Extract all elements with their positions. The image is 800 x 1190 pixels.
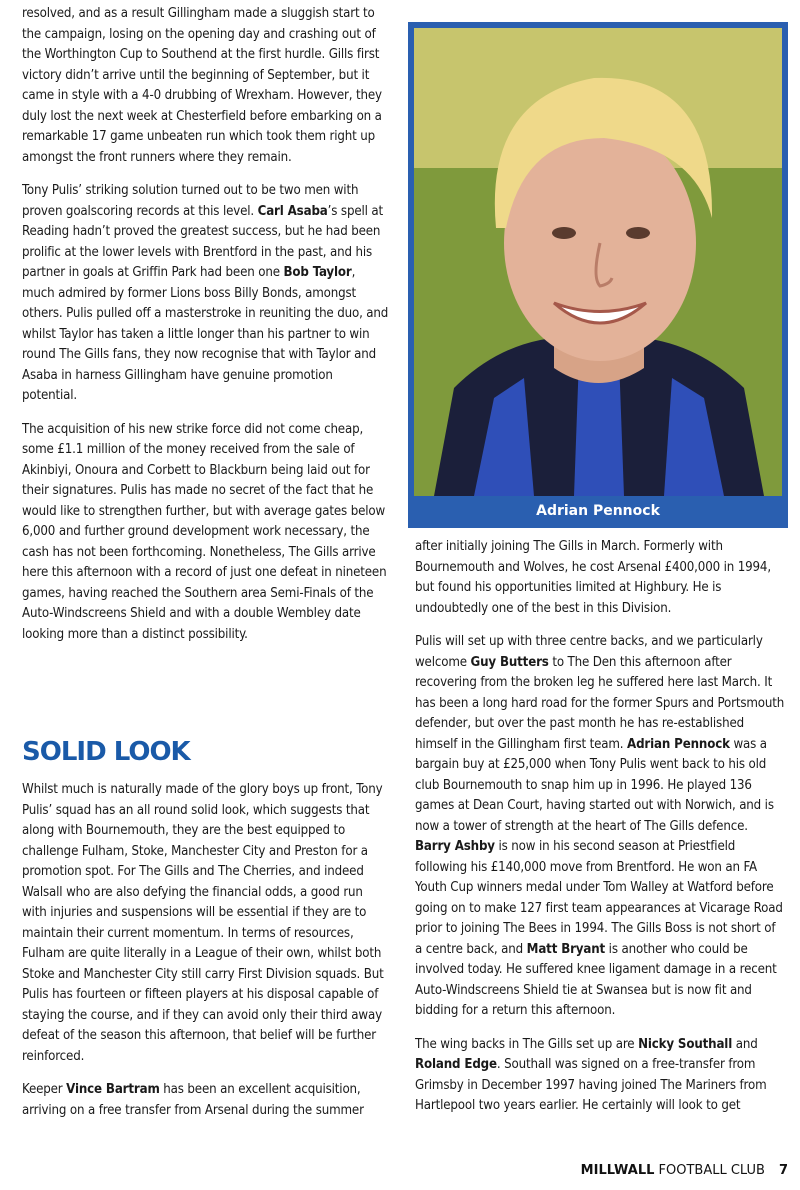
player-name: Guy Butters [470,654,549,670]
footer-club-rest: FOOTBALL CLUB [654,1163,765,1178]
photo-caption: Adrian Pennock [536,503,660,519]
paragraph [22,181,390,407]
text-run: is another who could be involved today. He suffered knee ligament damage in a recent Auto-Windscreens Shield tie at Swansea but is now fit and bidding for a return this afternoon. [415,941,777,1018]
text-run: The wing backs in The Gills set up are [415,1036,639,1052]
player-photo-frame [408,22,788,528]
text-run: resolved, and as a result Gillingham made a sluggish start to the campaign, losing on the opening day and crashing out of the Worthington Cup to Southend at the first hurdle. Gills first victory didn’t arrive until the beginning of September, but it came in style with a 4-0 drubbing of Wrexham. However, they duly lost the next week at Chesterfield before embarking on a remarkable 17 game unbeaten run which took them right up amongst the front runners where they remain. [22,6,382,165]
text-run: ’s spell at Reading hadn’t proved the greatest success, but he had been prolific at the lower levels with Brentford in the past, and his partner in goals at Griffin Park had been one [22,203,384,280]
paragraph [415,1035,785,1117]
left-column [22,4,390,658]
text-run: Keeper [22,1082,67,1097]
text-run: was a bargain buy at £25,000 when Tony Pulis went back to his old club Bournemouth to snap him up in 1996. He played 136 games at Dean Court, having started out with Norwich, and is now a tower of strength at the heart of The Gills defence. [415,736,774,834]
player-name: Adrian Pennock [627,736,730,752]
text-run: . Southall was signed on a free-transfer from Grimsby in December 1997 having joined The Mariners from Hartlepool two years earlier. He certainly will look to get [415,1057,767,1113]
player-name: Roland Edge [415,1057,497,1072]
page-footer [581,1163,788,1178]
player-name: Nicky Southall [638,1036,733,1052]
player-portrait-icon [414,28,782,496]
player-name: Vince Bartram [66,1082,160,1097]
player-name: Matt Bryant [526,941,606,957]
page-number: 7 [778,1163,788,1178]
section-heading: SOLID LOOK [22,737,190,767]
paragraph [22,780,390,1067]
player-name: Carl Asaba [257,203,328,219]
paragraph [22,420,390,646]
text-run: after initially joining The Gills in March. Formerly with Bournemouth and Wolves, he cost Arsenal £400,000 in 1994, but found his opportunities limited at Highbury. He is undoubtedly one of the best in this Division. [415,539,771,616]
paragraph [415,632,785,1022]
paragraph [22,4,390,168]
player-photo [414,28,782,496]
player-name: Barry Ashby [415,839,495,854]
right-column [415,537,785,1130]
text-run: has been an excellent acquisition, arriving on a free transfer from Arsenal during the summer [22,1082,364,1118]
paragraph [415,537,785,619]
footer-club-bold: MILLWALL [580,1163,655,1178]
section-column [22,780,390,1134]
text-run: Whilst much is naturally made of the glory boys up front, Tony Pulis’ squad has an all round solid look, which suggests that along with Bournemouth, they are the best equipped to challenge Fulham, Stoke, Manchester City and Preston for a promotion spot. For The Gills and The Cherries, and indeed Walsall who are also defying the financial odds, a good run with injuries and suspensions will be essential if they are to maintain their current momentum. In terms of resources, Fulham are quite literally in a League of their own, whilst both Stoke and Manchester City still carry First Division squads. But Pulis has fourteen or fifteen players at his disposal capable of staying the course, and if they can avoid only their third away defeat of the season this afternoon, that belief will be further reinforced. [22,782,384,1064]
text-run: Pulis will set up with three centre backs, and we particularly welcome [415,634,763,670]
text-run: is now in his second season at Priestfield following his £140,000 move from Brentford. He won an FA Youth Cup winners medal under Tom Walley at Watford before going on to make 127 first team appearances at Vicarage Road prior to joining The Bees in 1994. The Gills Boss is not short of a centre back, and [415,839,783,957]
paragraph [22,1080,390,1121]
text-run: to The Den this afternoon after recovering from the broken leg he suffered here last March. It has been a long hard road for the former Spurs and Portsmouth defender, but over the past month he has re-established himself in the Gillingham first team. [415,654,785,752]
text-run: , much admired by former Lions boss Billy Bonds, amongst others. Pulis pulled off a masterstroke in reuniting the duo, and whilst Taylor has taken a little longer than his partner to win round The Gills fans, they now recognise that with Taylor and Asaba in harness Gillingham have genuine promotion potential. [22,265,389,403]
player-name: Bob Taylor [283,265,352,280]
text-run: The acquisition of his new strike force did not come cheap, some £1.1 million of the money received from the sale of Akinbiyi, Onoura and Corbett to Blackburn being laid out for their signatures. Pulis has made no secret of the fact that he would like to strengthen further, but with average gates below 6,000 and further ground development work necessary, the cash has not been forthcoming. Nonetheless, The Gills arrive here this afternoon with a record of just one defeat in nineteen games, having reached the Southern area Semi-Finals of the Auto-Windscreens Shield and with a double Wembley date looking more than a distinct possibility. [22,421,387,642]
text-run: Tony Pulis’ striking solution turned out to be two men with proven goalscoring records at this level. [22,183,359,219]
text-run: and [732,1036,758,1052]
